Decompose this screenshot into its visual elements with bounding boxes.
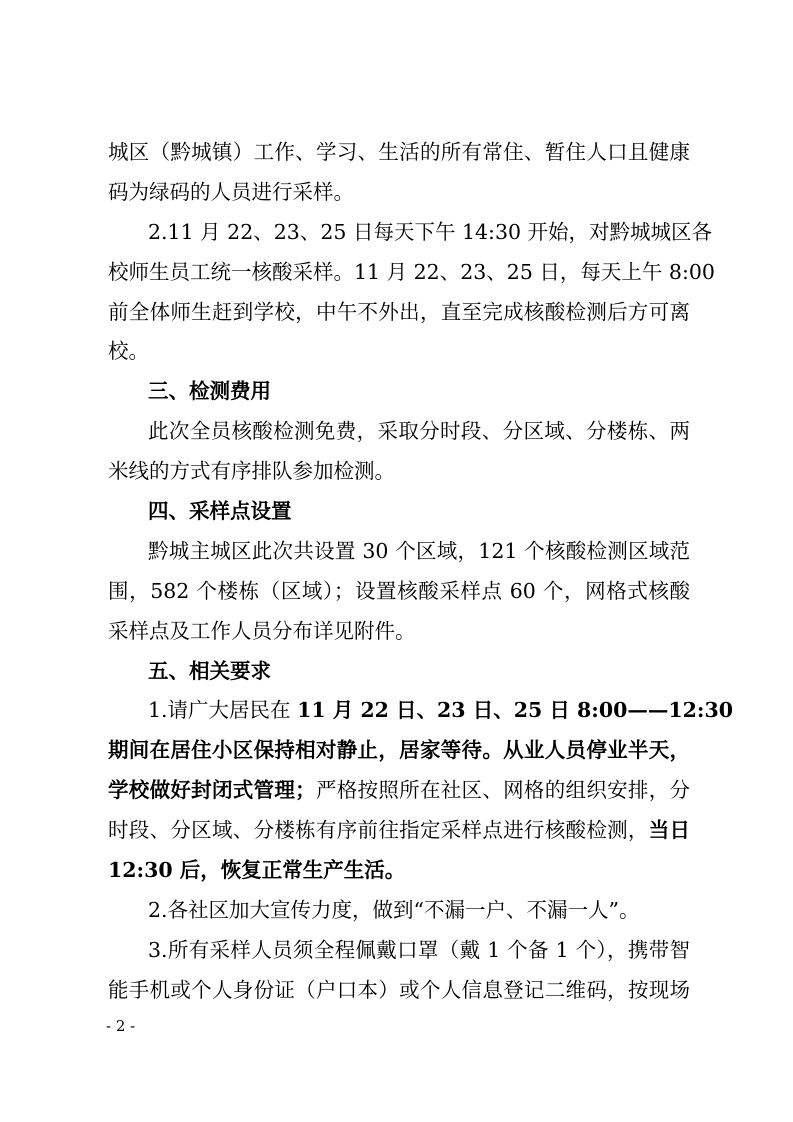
text-segment: 前全体师生赶到学校，中午不外出，直至完成核酸检测后方可离: [108, 299, 690, 324]
text-segment: 能手机或个人身份证（户口本）或个人信息登记二维码，按现场: [108, 977, 690, 1002]
bold-text-segment: 当日: [648, 818, 690, 843]
heading-text: 四、采样点设置: [148, 499, 292, 524]
bold-text-segment: 期间在居住小区保持相对静止，居家等待。从业人员停业半天，: [108, 738, 690, 763]
text-line: [108, 731, 690, 771]
text-line: [108, 691, 733, 731]
text-segment: 2.11 月 22、23、25 日每天下午 14:30 开始，对黔城城区各: [148, 219, 713, 244]
text-segment: 城区（黔城镇）工作、学习、生活的所有常住、暂住人口且健康: [108, 140, 690, 164]
text-line: [108, 891, 690, 931]
section-heading-requirements: [108, 652, 690, 692]
text-line: [108, 253, 715, 293]
text-line: [108, 931, 690, 971]
text-line: [108, 612, 690, 652]
text-line: [108, 332, 690, 372]
text-line: [108, 293, 690, 333]
text-segment: 米线的方式有序排队参加检测。: [108, 459, 395, 484]
bold-text-segment: 11 月 22 日、23 日、25 日 8:00——12:30: [297, 698, 733, 723]
text-line: [108, 971, 690, 1011]
text-segment: 围，582 个楼栋（区域）；设置核酸采样点 60 个，网格式核酸: [108, 578, 690, 603]
text-segment: 黔城主城区此次共设置 30 个区域，121 个核酸检测区域范: [148, 538, 690, 563]
text-line: [108, 851, 690, 891]
page-number: - 2 -: [106, 1017, 136, 1035]
text-segment: 采样点及工作人员分布详见附件。: [108, 618, 416, 643]
text-line: [108, 532, 690, 572]
heading-text: 三、检测费用: [148, 379, 271, 404]
document-body: [108, 133, 733, 1011]
text-segment: 3.所有采样人员须全程佩戴口罩（戴 1 个备 1 个），携带智: [148, 937, 690, 962]
text-line: [108, 811, 690, 851]
bold-text-segment: 学校做好封闭式管理；: [108, 778, 316, 803]
text-segment: 此次全员核酸检测免费，采取分时段、分区域、分楼栋、两: [148, 419, 690, 444]
text-segment: 时段、分区域、分楼栋有序前往指定采样点进行核酸检测，: [108, 818, 649, 843]
text-line: [108, 572, 690, 612]
heading-text: 五、相关要求: [148, 658, 271, 683]
text-segment: 严格按照所在社区、网格的组织安排，分: [315, 778, 691, 803]
text-line: [108, 133, 690, 173]
text-line: [108, 173, 690, 213]
bold-text-segment: 12:30 后，恢复正常生产生活。: [108, 858, 406, 883]
section-heading-sampling-points: [108, 492, 690, 532]
text-segment: 码为绿码的人员进行采样。: [108, 179, 354, 204]
text-segment: 2.各社区加大宣传力度，做到“不漏一户、不漏一人”。: [148, 897, 640, 922]
text-line: [108, 452, 690, 492]
text-line: [108, 412, 690, 452]
text-segment: 校。: [108, 339, 149, 364]
text-line: [108, 213, 713, 253]
section-heading-fees: [108, 372, 690, 412]
text-segment: 校师生员工统一核酸采样。11 月 22、23、25 日，每天上午 8:00: [108, 259, 715, 284]
text-segment: 1.请广大居民在: [148, 698, 298, 723]
text-line: [108, 771, 690, 811]
